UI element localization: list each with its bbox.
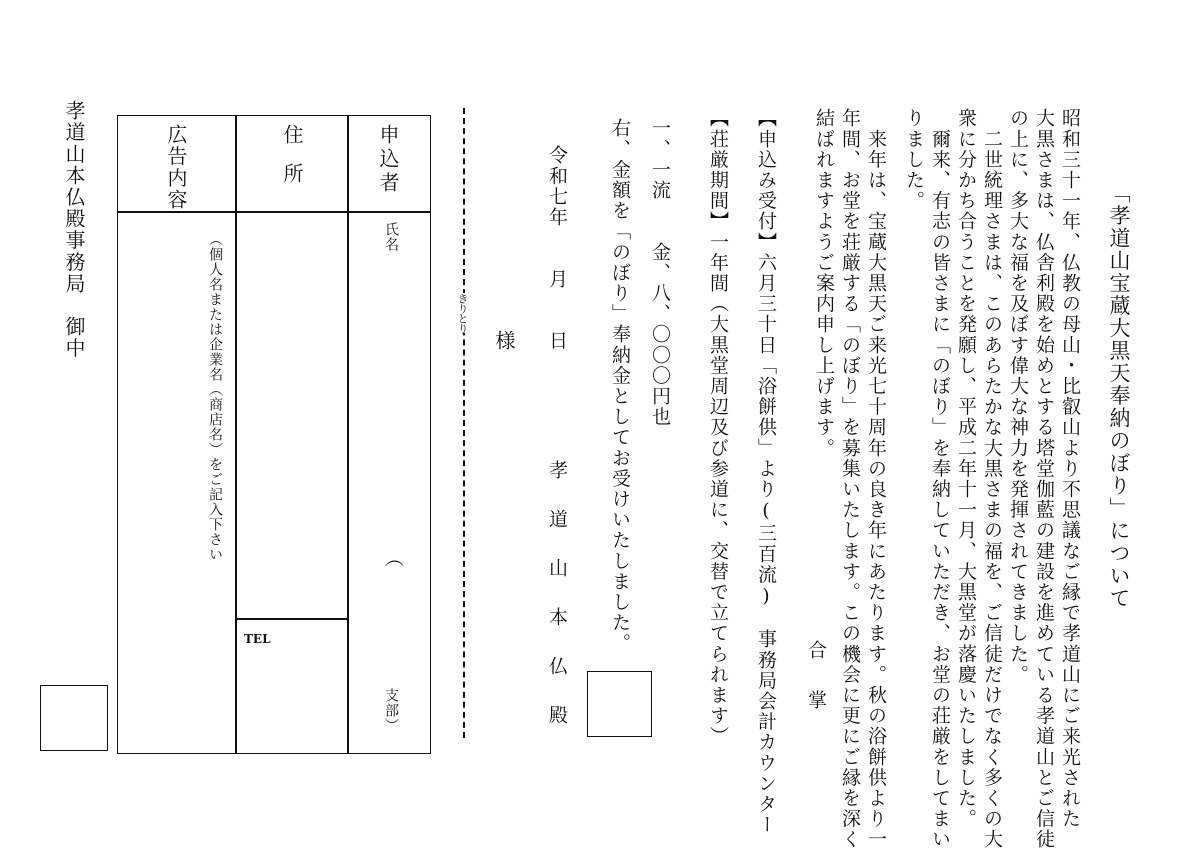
notice-body-line: りました。 xyxy=(903,108,925,211)
tel-field-label: TEL xyxy=(244,632,271,646)
row-label-applicant: 申込者 xyxy=(376,124,400,196)
stamp-box xyxy=(40,685,108,751)
branch-field-label: 支部） xyxy=(383,688,399,733)
branch-bracket-open: （ xyxy=(382,548,404,569)
cut-line xyxy=(463,108,465,738)
receipt-item: 一、一流 金、八、〇〇〇円也 xyxy=(649,118,671,427)
row-label-ad-content: 広告内容 xyxy=(164,124,188,211)
cut-line-label: きりとり xyxy=(456,293,469,333)
notice-title: 「孝道山宝蔵大黒天奉納のぼり」について xyxy=(1107,182,1131,610)
notice-body-line: 年間、お堂を荘厳する「のぼり」を募集いたします。この機会に更にご縁を深く xyxy=(839,108,861,850)
receipt-issuer: 孝 道 山 本 仏 殿 xyxy=(546,460,568,728)
notice-body-line: 昭和三十一年、仏教の母山・比叡山より不思議なご縁で孝道山にご来光された xyxy=(1059,108,1081,829)
closing-gassho: 合 掌 xyxy=(805,640,827,715)
notice-body-line: 衆に分かち合うことを発願し、平成二年十一月、大黒堂が落慶いたしました。 xyxy=(955,108,977,829)
notice-body-line: の上に、多大な福を及ぼす偉大な神力を発揮されてきました。 xyxy=(1007,108,1029,685)
notice-body-line: 来年は、宝蔵大黒天ご来光七十周年の良き年にあたります。秋の浴餅供より一 xyxy=(865,108,887,850)
notice-body-line: 二世統理さまは、このあらたかな大黒さまの福を、ご信徒だけでなく多くの大 xyxy=(981,108,1003,850)
reception-info: 【申込み受付】六月三十日「浴餅供」より(三百流) 事務局会計カウンター xyxy=(755,108,777,835)
ad-content-note: （個人名または企業名（商店名）をご記入下さい xyxy=(207,232,223,562)
row-label-address-2: 所 xyxy=(280,163,304,185)
name-field-label: 氏名 xyxy=(383,222,399,252)
seal-box xyxy=(587,671,652,737)
receipt-date: 令和七年 月 日 xyxy=(546,145,568,351)
period-info: 【荘厳期間】一年間（大黒堂周辺及び参道に、交替で立てられます） xyxy=(707,108,729,747)
notice-body-line: 爾来、有志の皆さまに「のぼり」を奉納していただき、お堂の荘厳をしてまい xyxy=(929,108,951,850)
recipient-address: 孝道山本仏殿事務局 御中 xyxy=(62,100,86,360)
row-label-address-1: 住 xyxy=(280,124,304,146)
notice-body-line: 大黒さまは、仏舎利殿を始めとする塔堂伽藍の建設を進めている孝道山とご信徒 xyxy=(1033,108,1055,850)
notice-body-line: 結ばれますようご案内申し上げます。 xyxy=(813,108,835,459)
receipt-statement: 右、金額を「のぼり」奉納金としてお受けいたしました。 xyxy=(609,118,631,654)
receipt-honorific: 様 xyxy=(492,330,516,352)
